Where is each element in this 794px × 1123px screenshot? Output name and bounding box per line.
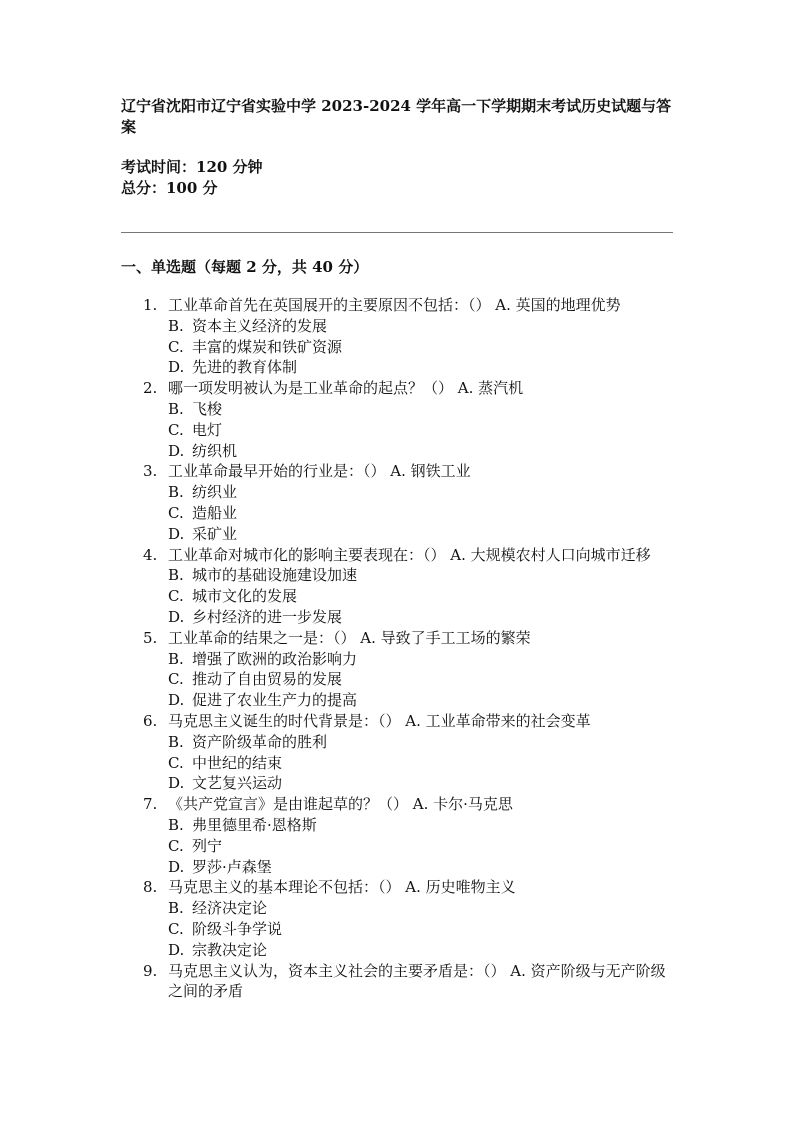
option-letter: D. [168, 691, 185, 710]
answer-option [168, 732, 677, 753]
option-text: 采矿业 [192, 524, 238, 543]
answer-option [168, 607, 677, 628]
option-text: 纺织机 [192, 441, 238, 460]
question-item [121, 628, 677, 711]
answer-option [168, 690, 677, 711]
answer-option [168, 420, 677, 441]
answer-option [168, 586, 677, 607]
option-text: 丰富的煤炭和铁矿资源 [192, 337, 343, 356]
question-text: 哪一项发明被认为是工业革命的起点？（） A. 蒸汽机 [168, 379, 524, 398]
option-letter: B. [168, 566, 184, 585]
document-title: 辽宁省沈阳市辽宁省实验中学 2023-2024 学年高一下学期期末考试历史试题与答案 [121, 97, 672, 136]
question-text: 马克思主义诞生的时代背景是：（） A. 工业革命带来的社会变革 [168, 711, 591, 730]
section-heading: 一、单选题（每题 2 分，共 40 分） [121, 258, 369, 276]
question-text: 工业革命最早开始的行业是：（） A. 钢铁工业 [168, 462, 471, 481]
answer-option [168, 669, 677, 690]
question-number: 3. [143, 462, 158, 481]
question-item [121, 794, 677, 877]
question-list [121, 295, 677, 1002]
question-item [121, 877, 677, 960]
question-number: 2. [143, 379, 158, 398]
exam-time: 考试时间：120 分钟 [121, 158, 263, 176]
option-text: 资本主义经济的发展 [192, 316, 328, 335]
option-text: 促进了农业生产力的提高 [192, 691, 358, 710]
option-letter: D. [168, 524, 185, 543]
option-letter: D. [168, 774, 185, 793]
question-item [121, 711, 677, 794]
exam-meta [121, 157, 263, 199]
question-number: 7. [143, 795, 158, 814]
option-letter: D. [168, 358, 185, 377]
option-letter: C. [168, 503, 184, 522]
total-score: 总分：100 分 [121, 179, 218, 197]
answer-option [168, 503, 677, 524]
divider [121, 232, 673, 233]
option-letter: D. [168, 441, 185, 460]
option-letter: C. [168, 587, 184, 606]
option-text: 增强了欧洲的政治影响力 [192, 649, 358, 668]
option-text: 纺织业 [192, 483, 238, 502]
option-text: 乡村经济的进一步发展 [192, 607, 343, 626]
question-number: 4. [143, 545, 158, 564]
answer-option [168, 815, 677, 836]
question-item [121, 461, 677, 544]
option-text: 电灯 [192, 420, 223, 439]
answer-option [168, 399, 677, 420]
option-text: 造船业 [192, 503, 238, 522]
answer-option [168, 836, 677, 857]
question-text: 工业革命对城市化的影响主要表现在：（） A. 大规模农村人口向城市迁移 [168, 545, 651, 564]
option-text: 经济决定论 [192, 899, 268, 918]
option-text: 推动了自由贸易的发展 [192, 670, 343, 689]
option-letter: C. [168, 836, 184, 855]
option-letter: C. [168, 420, 184, 439]
answer-option [168, 441, 677, 462]
option-text: 飞梭 [192, 399, 223, 418]
answer-option [168, 565, 677, 586]
option-letter: C. [168, 919, 184, 938]
option-letter: B. [168, 899, 184, 918]
answer-option [168, 524, 677, 545]
option-text: 宗教决定论 [192, 940, 268, 959]
question-item [121, 378, 677, 461]
answer-option [168, 753, 677, 774]
option-letter: C. [168, 670, 184, 689]
option-letter: B. [168, 732, 184, 751]
question-text: 《共产党宣言》是由谁起草的？（） A. 卡尔·马克思 [168, 795, 513, 814]
option-text: 列宁 [192, 836, 223, 855]
option-text: 阶级斗争学说 [192, 919, 283, 938]
question-number: 8. [143, 878, 158, 897]
answer-option [168, 337, 677, 358]
option-letter: C. [168, 753, 184, 772]
question-text: 工业革命的结果之一是：（） A. 导致了手工工场的繁荣 [168, 628, 531, 647]
answer-option [168, 316, 677, 337]
option-text: 弗里德里希·恩格斯 [192, 815, 317, 834]
option-letter: D. [168, 857, 185, 876]
answer-option [168, 898, 677, 919]
answer-option [168, 482, 677, 503]
option-letter: C. [168, 337, 184, 356]
option-letter: B. [168, 399, 184, 418]
answer-option [168, 940, 677, 961]
answer-option [168, 919, 677, 940]
question-text: 马克思主义的基本理论不包括：（） A. 历史唯物主义 [168, 878, 516, 897]
option-text: 中世纪的结束 [192, 753, 283, 772]
question-item [121, 545, 677, 628]
question-text: 工业革命首先在英国展开的主要原因不包括：（） A. 英国的地理优势 [168, 296, 621, 314]
option-text: 城市的基础设施建设加速 [192, 566, 358, 585]
answer-option [168, 857, 677, 878]
option-letter: B. [168, 316, 184, 335]
question-text: 马克思主义认为，资本主义社会的主要矛盾是：（） A. 资产阶级与无产阶级之间的矛盾 [168, 961, 666, 1001]
option-letter: B. [168, 649, 184, 668]
option-text: 先进的教育体制 [192, 358, 298, 377]
option-letter: B. [168, 483, 184, 502]
option-text: 资产阶级革命的胜利 [192, 732, 328, 751]
question-number: 6. [143, 711, 158, 730]
option-letter: D. [168, 607, 185, 626]
option-letter: B. [168, 815, 184, 834]
question-number: 1. [143, 296, 158, 314]
question-number: 9. [143, 961, 158, 980]
option-text: 文艺复兴运动 [192, 774, 283, 793]
option-text: 城市文化的发展 [192, 587, 298, 606]
option-text: 罗莎·卢森堡 [192, 857, 272, 876]
question-item [121, 961, 677, 1003]
option-letter: D. [168, 940, 185, 959]
question-number: 5. [143, 628, 158, 647]
answer-option [168, 357, 677, 378]
answer-option [168, 649, 677, 670]
answer-option [168, 773, 677, 794]
question-item [121, 295, 677, 378]
